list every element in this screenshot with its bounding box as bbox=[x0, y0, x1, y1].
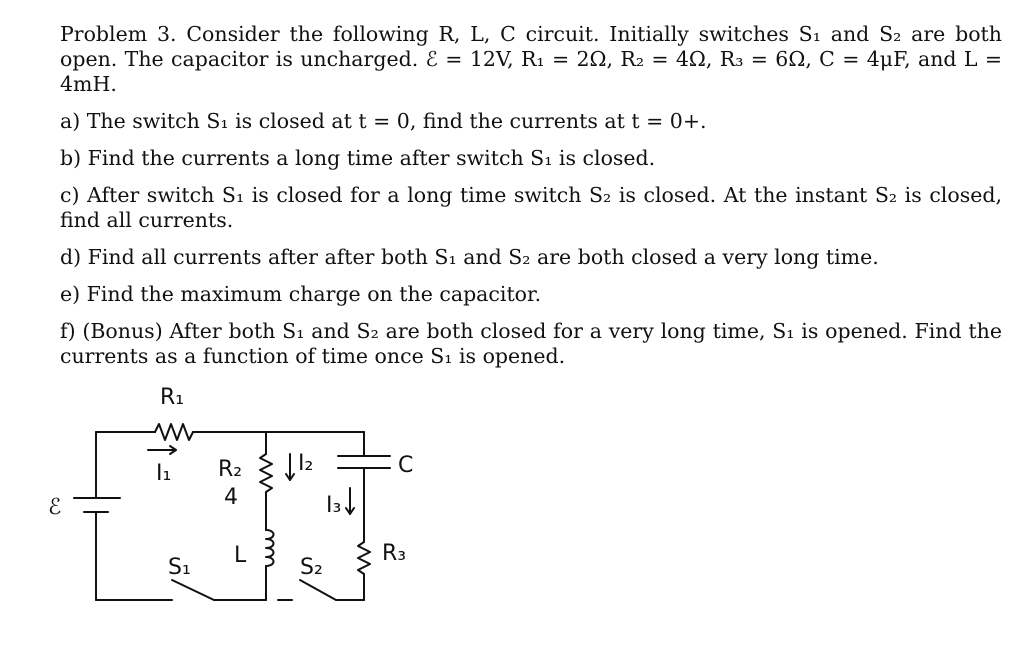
part-f: f) (Bonus) After both S₁ and S₂ are both closed for a very long time, S₁ is opened. Find the currents as a function of time once S₁ is opened. bbox=[60, 319, 1002, 368]
capacitor-label: C bbox=[398, 453, 414, 478]
i2-label: I₂ bbox=[298, 451, 314, 476]
r3-resistor bbox=[358, 542, 370, 574]
s1-label: S₁ bbox=[168, 555, 191, 580]
part-d: d) Find all currents after after both S₁ and S₂ are both closed a very long time. bbox=[60, 245, 879, 269]
s2-label: S₂ bbox=[300, 555, 323, 580]
s2-switch-blade bbox=[300, 580, 336, 600]
part-e: e) Find the maximum charge on the capacitor. bbox=[60, 282, 542, 306]
r1-resistor bbox=[155, 424, 193, 440]
i3-label: I₃ bbox=[326, 493, 342, 518]
r2-resistor bbox=[260, 454, 272, 492]
circuit-diagram bbox=[0, 380, 480, 659]
r1-label: R₁ bbox=[160, 385, 185, 410]
r2-label: R₂ bbox=[218, 457, 243, 482]
r3-label: R₃ bbox=[382, 541, 407, 566]
part-a: a) The switch S₁ is closed at t = 0, find the currents at t = 0+. bbox=[60, 109, 707, 133]
part-c: c) After switch S₁ is closed for a long time switch S₂ is closed. At the instant S₂ is closed, find all currents. bbox=[60, 183, 1002, 232]
part-b: b) Find the currents a long time after switch S₁ is closed. bbox=[60, 146, 656, 170]
s1-switch-blade bbox=[172, 580, 214, 600]
i1-label: I₁ bbox=[156, 461, 172, 486]
emf-label: ℰ bbox=[48, 495, 62, 520]
inductor-label: L bbox=[234, 543, 247, 568]
problem-intro: Problem 3. Consider the following R, L, C circuit. Initially switches S₁ and S₂ are both open. The capacitor is uncharged. ℰ = 12V, R₁ = 2Ω, R₂ = 4Ω, R₃ = 6Ω, C = 4μF, and L = 4mH. bbox=[60, 22, 1002, 96]
problem-document bbox=[60, 22, 1002, 381]
r2-value-label: 4 bbox=[224, 485, 238, 510]
inductor-coil bbox=[266, 530, 274, 566]
